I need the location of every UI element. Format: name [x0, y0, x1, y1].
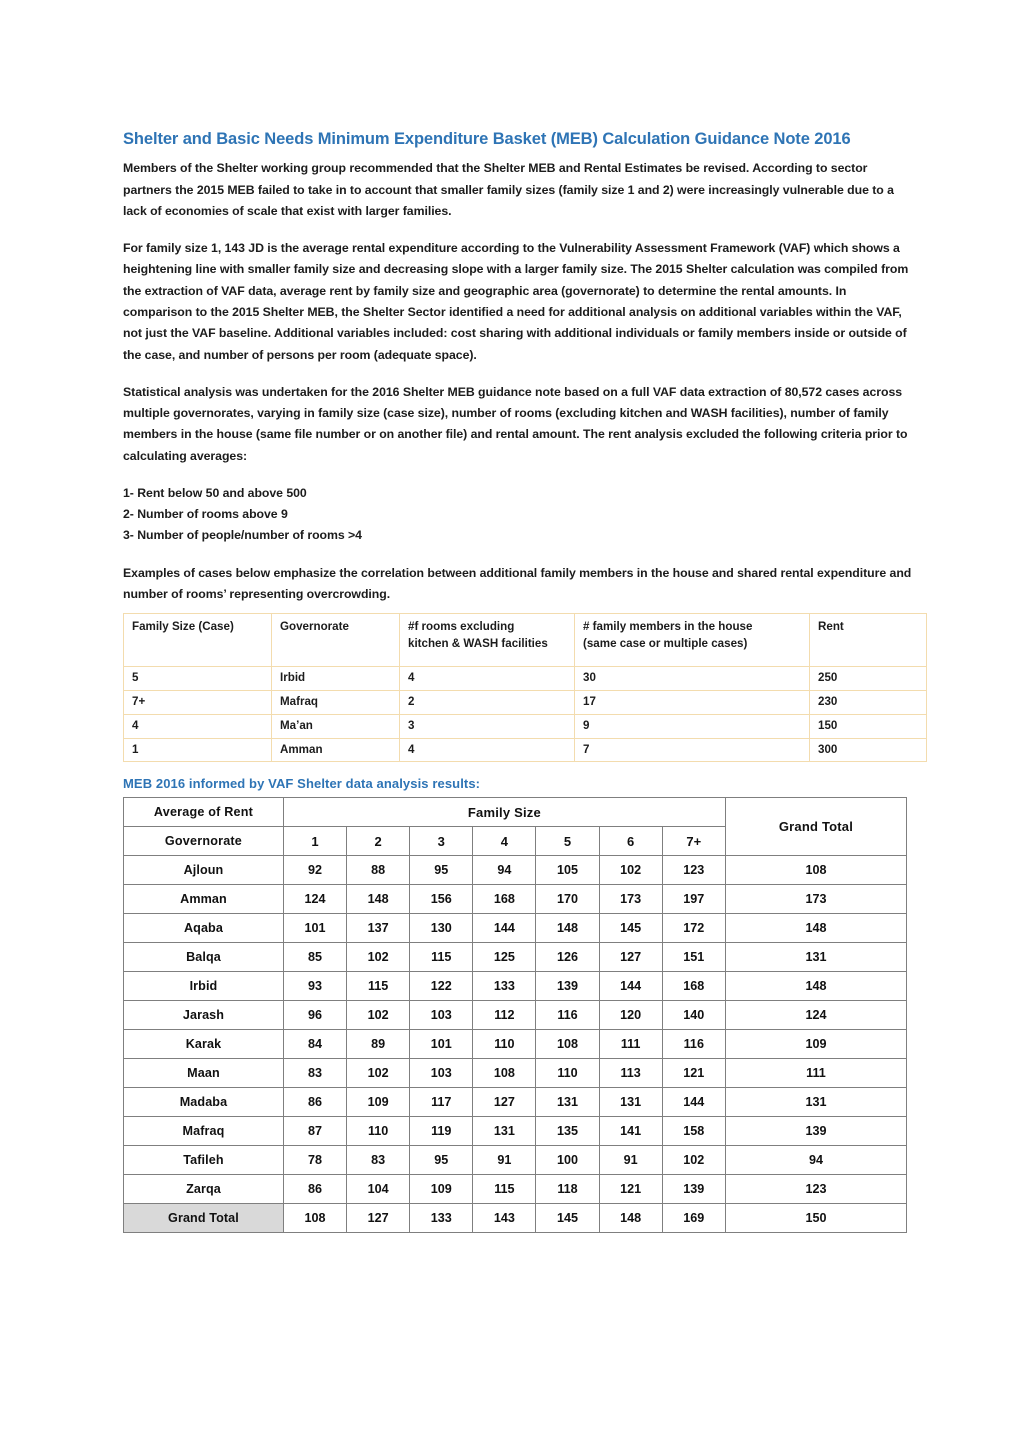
cell-rent-family-size-4: 127: [473, 1088, 536, 1117]
cell-rent-family-size-7+: 140: [662, 1001, 725, 1030]
table-row: [124, 691, 927, 715]
cell-rent-family-size-1: 83: [283, 1059, 346, 1088]
cell-governorate: Irbid: [272, 667, 400, 691]
cell-rent-family-size-6: 141: [599, 1117, 662, 1146]
row-header-governorate: Zarqa: [124, 1175, 284, 1204]
cell-rent-family-size-6: 121: [599, 1175, 662, 1204]
table-row: [124, 1001, 907, 1030]
cell-grand-total: 111: [725, 1059, 906, 1088]
table-row: [124, 856, 907, 885]
cell-rent-family-size-3: 101: [410, 1030, 473, 1059]
cell-rent: 250: [810, 667, 927, 691]
column-header-family-size: Family Size (Case): [124, 614, 272, 667]
row-header-governorate: Ajloun: [124, 856, 284, 885]
row-header-governorate: Mafraq: [124, 1117, 284, 1146]
cell-rent: 230: [810, 691, 927, 715]
cell-grand-total: 109: [725, 1030, 906, 1059]
cell-rent-family-size-5: 108: [536, 1030, 599, 1059]
cell-rent-family-size-5: 145: [536, 1204, 599, 1233]
cell-rent-family-size-2: 148: [347, 885, 410, 914]
table-row: [124, 1088, 907, 1117]
cell-rent-family-size-1: 86: [283, 1175, 346, 1204]
cell-rent-family-size-2: 110: [347, 1117, 410, 1146]
row-header-governorate: Madaba: [124, 1088, 284, 1117]
table-row: [124, 714, 927, 738]
cell-rent-family-size-3: 95: [410, 1146, 473, 1175]
column-header-rooms-line1: #f rooms excluding: [408, 620, 515, 634]
cell-rent-family-size-1: 84: [283, 1030, 346, 1059]
header-family-size-7plus: 7+: [662, 827, 725, 856]
cell-rent-family-size-5: 139: [536, 972, 599, 1001]
cell-rent-family-size-6: 144: [599, 972, 662, 1001]
cell-rent-family-size-3: 133: [410, 1204, 473, 1233]
cell-rent-family-size-5: 116: [536, 1001, 599, 1030]
row-header-governorate: Balqa: [124, 943, 284, 972]
cell-rent-family-size-5: 110: [536, 1059, 599, 1088]
cell-grand-total: 94: [725, 1146, 906, 1175]
column-header-rent: Rent: [810, 614, 927, 667]
cell-rent-family-size-2: 127: [347, 1204, 410, 1233]
table-row: [124, 914, 907, 943]
cell-rent-family-size-7+: 151: [662, 943, 725, 972]
cell-rooms: 3: [400, 714, 575, 738]
header-family-size-1: 1: [283, 827, 346, 856]
cell-grand-total: 148: [725, 972, 906, 1001]
row-header-governorate: Karak: [124, 1030, 284, 1059]
cell-rent-family-size-4: 108: [473, 1059, 536, 1088]
row-header-governorate: Grand Total: [124, 1204, 284, 1233]
column-header-family-members-line1: # family members in the house: [583, 620, 753, 634]
cell-rent-family-size-6: 145: [599, 914, 662, 943]
cell-rent-family-size-6: 102: [599, 856, 662, 885]
cell-rooms: 4: [400, 667, 575, 691]
cell-rooms: 2: [400, 691, 575, 715]
cell-rent-family-size-5: 118: [536, 1175, 599, 1204]
cell-grand-total: 108: [725, 856, 906, 885]
cell-rent-family-size-3: 103: [410, 1001, 473, 1030]
cell-rent-family-size-3: 119: [410, 1117, 473, 1146]
cell-rent-family-size-6: 131: [599, 1088, 662, 1117]
cell-rent-family-size-7+: 144: [662, 1088, 725, 1117]
cell-governorate: Mafraq: [272, 691, 400, 715]
header-family-size-6: 6: [599, 827, 662, 856]
cell-rent-family-size-4: 115: [473, 1175, 536, 1204]
cell-rent-family-size-3: 109: [410, 1175, 473, 1204]
cell-governorate: Amman: [272, 738, 400, 762]
header-family-size-group: Family Size: [283, 798, 725, 827]
cell-grand-total: 173: [725, 885, 906, 914]
list-item: 3- Number of people/number of rooms >4: [123, 528, 362, 543]
table-header-row: [124, 614, 927, 667]
table-row: [124, 1030, 907, 1059]
cell-rent-family-size-3: 122: [410, 972, 473, 1001]
meb-results-heading: MEB 2016 informed by VAF Shelter data analysis results:: [123, 776, 481, 792]
cell-rooms: 4: [400, 738, 575, 762]
cell-rent-family-size-7+: 139: [662, 1175, 725, 1204]
cell-rent-family-size-6: 120: [599, 1001, 662, 1030]
column-header-rooms-line2: kitchen & WASH facilities: [408, 637, 548, 650]
examples-intro-paragraph: Examples of cases below emphasize the correlation between additional family members in the house and shared rental expenditure and number of rooms’ representing overcrowding.: [123, 565, 912, 601]
cell-family-size: 4: [124, 714, 272, 738]
table-row: [124, 1175, 907, 1204]
cell-rent-family-size-1: 124: [283, 885, 346, 914]
cell-family-size: 5: [124, 667, 272, 691]
header-family-size-5: 5: [536, 827, 599, 856]
cell-rent-family-size-1: 92: [283, 856, 346, 885]
cell-rent-family-size-5: 100: [536, 1146, 599, 1175]
cell-rent-family-size-4: 94: [473, 856, 536, 885]
cell-rent-family-size-2: 115: [347, 972, 410, 1001]
cell-rent-family-size-2: 102: [347, 1001, 410, 1030]
cell-rent-family-size-1: 108: [283, 1204, 346, 1233]
cell-rent-family-size-2: 109: [347, 1088, 410, 1117]
column-header-family-members: [575, 614, 810, 667]
cell-rent-family-size-4: 133: [473, 972, 536, 1001]
list-item: 1- Rent below 50 and above 500: [123, 485, 307, 500]
cell-rent-family-size-7+: 116: [662, 1030, 725, 1059]
cell-rent-family-size-2: 102: [347, 943, 410, 972]
cell-grand-total: 131: [725, 1088, 906, 1117]
cell-rent-family-size-4: 131: [473, 1117, 536, 1146]
cell-rent-family-size-5: 170: [536, 885, 599, 914]
header-family-size-2: 2: [347, 827, 410, 856]
cell-grand-total: 123: [725, 1175, 906, 1204]
cell-rent-family-size-1: 85: [283, 943, 346, 972]
cell-rent-family-size-5: 135: [536, 1117, 599, 1146]
row-header-governorate: Tafileh: [124, 1146, 284, 1175]
cell-grand-total: 150: [725, 1204, 906, 1233]
cell-rent-family-size-7+: 102: [662, 1146, 725, 1175]
cell-family-members: 17: [575, 691, 810, 715]
cell-rent-family-size-6: 173: [599, 885, 662, 914]
cell-rent-family-size-3: 103: [410, 1059, 473, 1088]
meb-rent-matrix-table: [123, 797, 907, 1233]
row-header-governorate: Irbid: [124, 972, 284, 1001]
cell-rent-family-size-6: 113: [599, 1059, 662, 1088]
cell-family-size: 1: [124, 738, 272, 762]
cell-rent-family-size-2: 104: [347, 1175, 410, 1204]
page-title: Shelter and Basic Needs Minimum Expenditure Basket (MEB) Calculation Guidance Note 2016: [123, 130, 851, 148]
table-row: [124, 885, 907, 914]
table-row: [124, 738, 927, 762]
cell-rent-family-size-5: 105: [536, 856, 599, 885]
row-header-governorate: Maan: [124, 1059, 284, 1088]
cell-rent-family-size-7+: 121: [662, 1059, 725, 1088]
header-governorate: Governorate: [124, 827, 284, 856]
cell-rent: 300: [810, 738, 927, 762]
table-row: [124, 943, 907, 972]
cell-rent: 150: [810, 714, 927, 738]
cell-rent-family-size-4: 91: [473, 1146, 536, 1175]
cell-family-size: 7+: [124, 691, 272, 715]
meb-header-row-top: [124, 798, 907, 827]
cell-grand-total: 124: [725, 1001, 906, 1030]
row-header-governorate: Jarash: [124, 1001, 284, 1030]
column-header-rooms: [400, 614, 575, 667]
table-row: [124, 1117, 907, 1146]
cell-rent-family-size-7+: 169: [662, 1204, 725, 1233]
exclusion-criteria-list: [123, 483, 925, 547]
cell-rent-family-size-1: 101: [283, 914, 346, 943]
table-row: [124, 667, 927, 691]
cell-rent-family-size-2: 102: [347, 1059, 410, 1088]
cell-rent-family-size-3: 130: [410, 914, 473, 943]
cell-rent-family-size-7+: 168: [662, 972, 725, 1001]
cell-rent-family-size-3: 117: [410, 1088, 473, 1117]
cell-rent-family-size-2: 137: [347, 914, 410, 943]
cell-rent-family-size-6: 91: [599, 1146, 662, 1175]
cell-rent-family-size-4: 144: [473, 914, 536, 943]
cell-rent-family-size-4: 168: [473, 885, 536, 914]
header-grand-total: Grand Total: [725, 798, 906, 856]
cell-rent-family-size-2: 83: [347, 1146, 410, 1175]
header-average-of-rent: Average of Rent: [124, 798, 284, 827]
cell-rent-family-size-1: 87: [283, 1117, 346, 1146]
cell-rent-family-size-1: 86: [283, 1088, 346, 1117]
cell-rent-family-size-3: 156: [410, 885, 473, 914]
cell-rent-family-size-4: 112: [473, 1001, 536, 1030]
header-family-size-4: 4: [473, 827, 536, 856]
vaf-analysis-paragraph: For family size 1, 143 JD is the average rental expenditure according to the Vulnerability Assessment Framework (VAF) which shows a heightening line with smaller family size and decreasing slope with a larger family size. The 2015 Shelter calculation was compiled from the extraction of VAF data, average rent by family size and geographic area (governorate) to determine the rental amounts. In comparison to the 2015 Shelter MEB, the Shelter Sector identified a need for additional analysis on additional variables within the VAF, not just the VAF baseline. Additional variables included: cost sharing with additional individuals or family members inside or outside of the case, and number of persons per room (adequate space).: [123, 241, 909, 362]
cell-rent-family-size-6: 148: [599, 1204, 662, 1233]
cell-rent-family-size-1: 93: [283, 972, 346, 1001]
cell-rent-family-size-5: 131: [536, 1088, 599, 1117]
cell-family-members: 9: [575, 714, 810, 738]
cell-rent-family-size-2: 88: [347, 856, 410, 885]
cell-rent-family-size-7+: 158: [662, 1117, 725, 1146]
cell-governorate: Ma’an: [272, 714, 400, 738]
intro-paragraph: Members of the Shelter working group recommended that the Shelter MEB and Rental Estimates be revised. According to sector partners the 2015 MEB failed to take in to account that smaller family sizes (family size 1 and 2) were increasingly vulnerable due to a lack of economies of scale that exist with larger families.: [123, 161, 894, 218]
row-header-governorate: Amman: [124, 885, 284, 914]
cell-rent-family-size-7+: 123: [662, 856, 725, 885]
meb-grand-total-row: [124, 1204, 907, 1233]
cell-rent-family-size-6: 127: [599, 943, 662, 972]
cell-rent-family-size-4: 143: [473, 1204, 536, 1233]
row-header-governorate: Aqaba: [124, 914, 284, 943]
cell-rent-family-size-4: 125: [473, 943, 536, 972]
cell-rent-family-size-7+: 197: [662, 885, 725, 914]
examples-table: [123, 613, 927, 762]
statistical-analysis-paragraph: Statistical analysis was undertaken for the 2016 Shelter MEB guidance note based on a full VAF data extraction of 80,572 cases across multiple governorates, varying in family size (case size), number of rooms (excluding kitchen and WASH facilities), number of family members in the house (same file number or on another file) and rental amount. The rent analysis excluded the following criteria prior to calculating averages:: [123, 384, 908, 463]
cell-rent-family-size-1: 78: [283, 1146, 346, 1175]
table-row: [124, 972, 907, 1001]
header-family-size-3: 3: [410, 827, 473, 856]
cell-rent-family-size-6: 111: [599, 1030, 662, 1059]
cell-grand-total: 131: [725, 943, 906, 972]
cell-grand-total: 148: [725, 914, 906, 943]
table-row: [124, 1059, 907, 1088]
column-header-family-members-line2: (same case or multiple cases): [583, 637, 748, 650]
cell-rent-family-size-5: 126: [536, 943, 599, 972]
column-header-governorate: Governorate: [272, 614, 400, 667]
table-row: [124, 1146, 907, 1175]
cell-rent-family-size-3: 95: [410, 856, 473, 885]
cell-rent-family-size-1: 96: [283, 1001, 346, 1030]
cell-family-members: 30: [575, 667, 810, 691]
cell-family-members: 7: [575, 738, 810, 762]
cell-grand-total: 139: [725, 1117, 906, 1146]
cell-rent-family-size-5: 148: [536, 914, 599, 943]
cell-rent-family-size-4: 110: [473, 1030, 536, 1059]
cell-rent-family-size-2: 89: [347, 1030, 410, 1059]
cell-rent-family-size-7+: 172: [662, 914, 725, 943]
list-item: 2- Number of rooms above 9: [123, 507, 288, 522]
cell-rent-family-size-3: 115: [410, 943, 473, 972]
